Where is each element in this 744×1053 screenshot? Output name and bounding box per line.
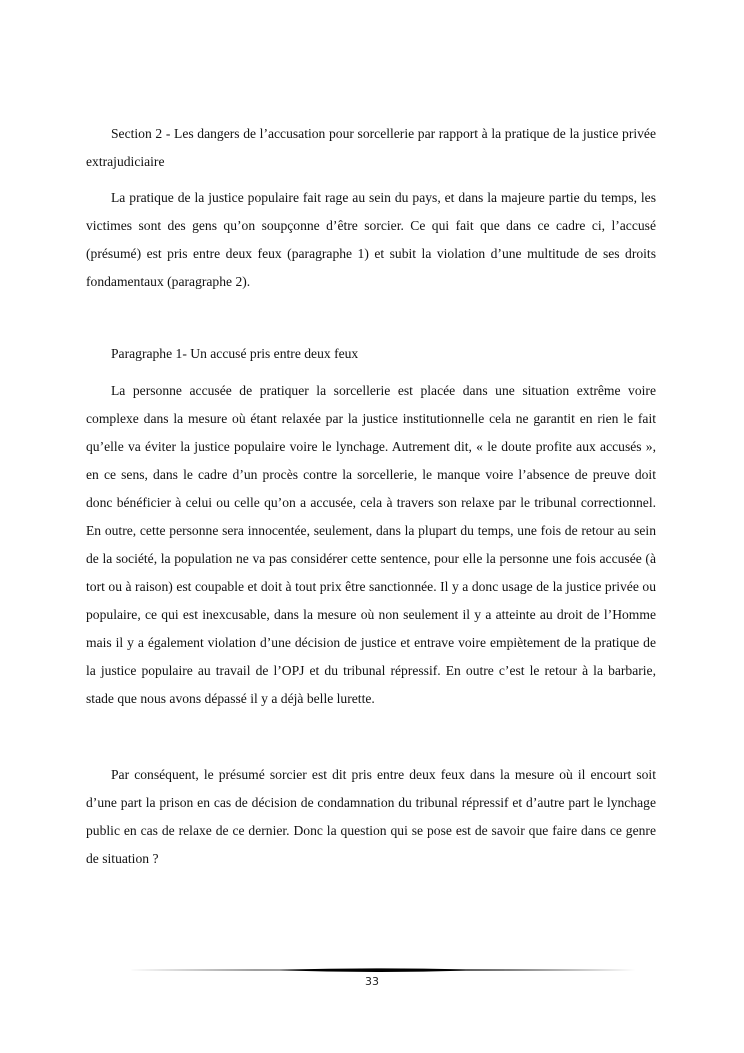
page-number: 33 [365, 975, 379, 988]
body-paragraph-2: Par conséquent, le présumé sorcier est dit pris entre deux feux dans la mesure où il encourt soit d’une part la prison en cas de décision de condamnation du tribunal répressif et d’autre part le lynchage public en cas de relaxe de ce dernier. Donc la question qui se pose est de savoir que faire dans ce genre de situation ? [86, 767, 656, 866]
body-paragraph-1: La personne accusée de pratiquer la sorcellerie est placée dans une situation extrême voire complexe dans la mesure où étant relaxée par la justice institutionnelle cela ne garantit en rien le fait qu’elle va éviter la justice populaire voire le lynchage. Autrement dit, « le doute profite aux accusés », en ce sens, dans le cadre d’un procès contre la sorcellerie, le manque voire l’absence de preuve doit donc bénéficier à celui ou celle qu’on a accusée, cela à travers son relaxe par le tribunal correctionnel. En outre, cette personne sera innocentée, seulement, dans la plupart du temps, une fois de retour au sein de la société, la population ne va pas considérer cette sentence, pour elle la personne une fois accusée (à tort ou à raison) est coupable et doit à tout prix être sanctionnée. Il y a donc usage de la justice privée ou populaire, ce qui est inexcusable, dans la mesure où non seulement il y a atteinte au droit de l’Homme mais il y a également violation d’une décision de justice et entrave voire empiètement de la pratique de la justice populaire au travail de l’OPJ et du tribunal répressif. En outre c’est le retour à la barbarie, stade que nous avons dépassé il y a déjà belle lurette. [86, 383, 656, 706]
intro-paragraph: La pratique de la justice populaire fait rage au sein du pays, et dans la majeure partie du temps, les victimes sont des gens qu’on soupçonne d’être sorcier. Ce qui fait que dans ce cadre ci, l’accusé (présumé) est pris entre deux feux (paragraphe 1) et subit la violation d’une multitude de ses droits fondamentaux (paragraphe 2). [86, 190, 656, 289]
section-heading: Section 2 - Les dangers de l’accusation pour sorcellerie par rapport à la pratique de la justice privée extrajudiciaire [86, 126, 656, 169]
paragraph-heading: Paragraphe 1- Un accusé pris entre deux feux [111, 346, 359, 361]
